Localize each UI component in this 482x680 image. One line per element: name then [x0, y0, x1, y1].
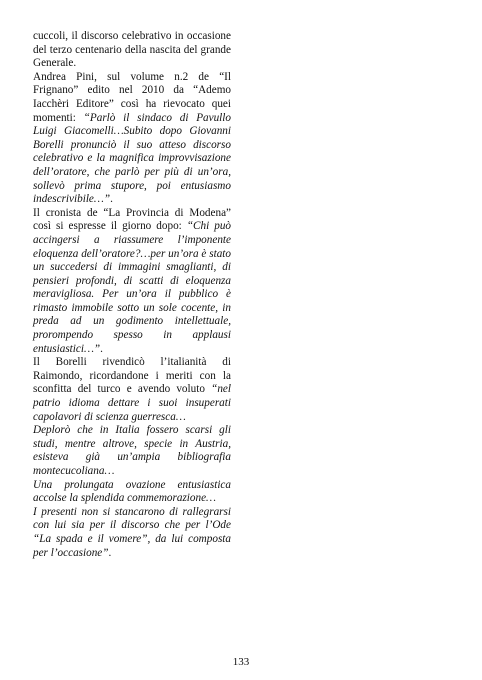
- paragraph-4: [33, 356, 231, 424]
- paragraph-3: [33, 207, 231, 357]
- paragraph-7-quote: I presenti non si stancarono di rallegrarsi con lui sia per il discorso che per l’Ode “La spada e il vomere”, da lui composta per l’occasione”: [33, 505, 231, 559]
- paragraph-3-intro: Il cronista de “La Provincia di Modena” così si espresse il giorno dopo:: [33, 206, 231, 233]
- paragraph-1-text: cuccoli, il discorso celebrativo in occasione del terzo centenario della nascita del grande Generale.: [33, 30, 231, 70]
- paragraph-5: [33, 424, 231, 478]
- paragraph-4-intro: Il Borelli rivendicò l’italianità di Raimondo, ricordandone i meriti con la sconfitta del turco e avendo voluto: [33, 356, 231, 396]
- paragraph-6: [33, 479, 231, 506]
- paragraph-3-end: .: [100, 342, 103, 355]
- paragraph-7-end: .: [108, 546, 112, 559]
- paragraph-2-intro: Andrea Pini, sul volume n.2 de “Il Frignano” edito nel 2010 da “Ademo Iacchèri Editore” così ha rievocato quei momenti:: [33, 70, 231, 124]
- paragraph-2-end: .: [110, 193, 113, 206]
- paragraph-3-quote: “Chi può accingersi a riassumere l’imponente eloquenza dell’oratore?…per un’ora è stato un succedersi di immagini smaglianti, di pensieri profondi, di scatti di eloquenza meravigliosa. Per un’ora il pubblico è rimasto immobile sotto un sole cocente, in preda ad un godimento intellettuale, prorompendo spesso in applausi entusiastici…”: [33, 220, 232, 355]
- paragraph-2: [33, 71, 231, 207]
- paragraph-1: [33, 30, 231, 71]
- text-column: [33, 30, 231, 560]
- paragraph-5-text: Deplorò che in Italia fossero scarsi gli studi, mentre altrove, specie in Austria, esisteva già un’ampia bibliografia montecucoliana…: [33, 424, 231, 477]
- paragraph-2-quote: “Parlò il sindaco di Pavullo Luigi Giacomelli…Subito dopo Giovanni Borelli pronunciò il suo atteso discorso celebrativo e la magnifica improvvisazione dell’oratore, che parlò per più di un’ora, sollevò prima stupore, poi entusiasmo indescrivibile…”: [33, 111, 231, 206]
- paragraph-7: [33, 506, 231, 560]
- page-number: 133: [232, 656, 250, 668]
- paragraph-4-quote: “nel patrio idioma dettare i suoi insuperati capolavori di scienza guerresca…: [33, 383, 231, 423]
- paragraph-6-text: Una prolungata ovazione entusiastica accolse la splendida commemorazione…: [33, 478, 231, 505]
